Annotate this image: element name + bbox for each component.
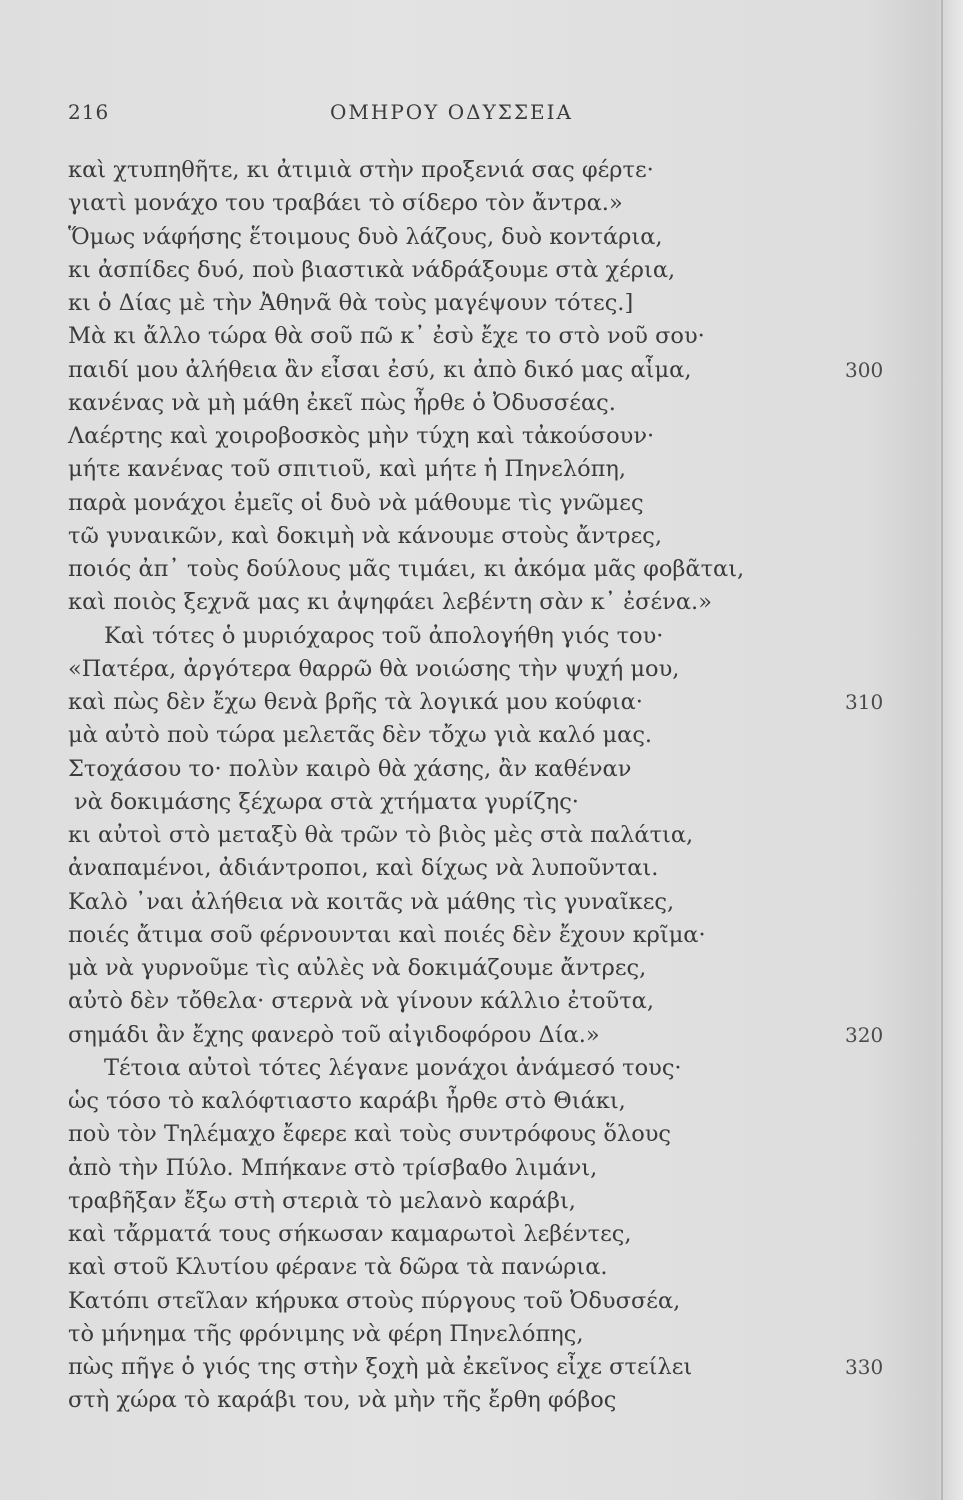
verse-text: Καὶ τότες ὁ μυριόχαρος τοῦ ἀπολογήθη γιός του· — [104, 622, 664, 649]
verse-line — [0, 154, 963, 187]
verse-line — [0, 287, 963, 320]
verse-line — [0, 420, 963, 453]
verse-line — [0, 686, 963, 719]
verse-line — [0, 852, 963, 885]
verse-line — [0, 1019, 963, 1052]
verse-line — [0, 952, 963, 985]
verse-text: καὶ χτυπηθῆτε, κι ἀτιμιὰ στὴν προξενιά σας φέρτε· — [68, 157, 654, 183]
verse-line — [0, 553, 963, 586]
verse-text: Καλὸ ᾽ναι ἀλήθεια νὰ κοιτᾶς νὰ μάθης τὶς γυναῖκες, — [68, 888, 675, 915]
verse-line — [0, 354, 963, 387]
verse-line — [0, 919, 963, 952]
verse-line — [0, 520, 963, 553]
verse-text: μήτε κανένας τοῦ σπιτιοῦ, καὶ μήτε ἡ Πηνελόπη, — [68, 456, 627, 483]
verse-line — [0, 1251, 963, 1284]
verse-text: Τέτοια αὐτοὶ τότες λέγανε μονάχοι ἀνάμεσό τους· — [104, 1054, 682, 1081]
verse-text: ἀπὸ τὴν Πύλο. Μπήκανε στὸ τρίσβαθο λιμάνι, — [68, 1154, 598, 1181]
verse-text: Κατόπι στεῖλαν κήρυκα στοὺς πύργους τοῦ Ὀδυσσέα, — [68, 1287, 681, 1314]
verse-text: Μὰ κι ἄλλο τώρα θὰ σοῦ πῶ κ᾽ ἐσὺ ἔχε το στὸ νοῦ σου· — [68, 323, 705, 350]
verse-text: καὶ πὼς δὲν ἔχω θενὰ βρῆς τὰ λογικά μου κούφια· — [68, 689, 643, 715]
verse-line — [0, 1384, 963, 1417]
verse-line — [0, 487, 963, 520]
verse-text: Στοχάσου το· πολὺν καιρὸ θὰ χάσης, ἂν καθέναν — [68, 755, 632, 782]
verse-text: ποιές ἄτιμα σοῦ φέρνουνται καὶ ποιές δὲν ἔχουν κρῖμα· — [68, 921, 706, 948]
verse-line — [0, 187, 963, 220]
verse-line — [0, 1351, 963, 1384]
verse-text: τῶ γυναικῶν, καὶ δοκιμὴ νὰ κάνουμε στοὺς ἄντρες, — [68, 522, 662, 549]
verse-line — [0, 620, 963, 653]
verse-text: κανένας νὰ μὴ μάθη ἐκεῖ πὼς ἦρθε ὁ Ὀδυσσέας. — [68, 389, 616, 416]
verse-line — [0, 1052, 963, 1085]
line-number: 300 — [845, 357, 884, 382]
verse-line — [0, 1285, 963, 1318]
verse-text: ποιός ἀπ᾽ τοὺς δούλους μᾶς τιμάει, κι ἀκόμα μᾶς φοβᾶται, — [68, 556, 745, 582]
verse-text: κι ἀσπίδες δυό, ποὺ βιαστικὰ νάδράξουμε στὰ χέρια, — [68, 256, 676, 283]
verse-line — [0, 786, 963, 819]
verse-text: κι ὁ Δίας μὲ τὴν Ἀθηνᾶ θὰ τοὺς μαγέψουν τότες.] — [68, 290, 634, 316]
verse-line — [0, 1085, 963, 1118]
verse-text: καὶ ποιὸς ξεχνᾶ μας κι ἀψηφάει λεβέντη σὰν κ᾽ ἐσένα.» — [68, 589, 712, 616]
verse-text: ἀναπαμένοι, ἀδιάντροποι, καὶ δίχως νὰ λυποῦνται. — [68, 855, 659, 882]
line-number: 310 — [845, 690, 884, 714]
verse-line — [0, 586, 963, 619]
verse-text: στὴ χώρα τὸ καράβι του, νὰ μὴν τῆς ἔρθη φόβος — [68, 1387, 617, 1414]
line-number: 330 — [845, 1355, 884, 1379]
verse-block — [0, 154, 963, 1418]
verse-line — [0, 1318, 963, 1351]
verse-text: κι αὐτοὶ στὸ μεταξὺ θὰ τρῶν τὸ βιὸς μὲς στὰ παλάτια, — [68, 822, 694, 848]
running-title: ΟΜΗΡΟΥ ΟΔΥΣΣΕΙΑ — [330, 100, 573, 124]
verse-line — [0, 886, 963, 919]
verse-line — [0, 221, 963, 254]
verse-text: τὸ μήνημα τῆς φρόνιμης νὰ φέρη Πηνελόπης, — [68, 1320, 584, 1347]
verse-line — [0, 1118, 963, 1151]
verse-line — [0, 320, 963, 353]
verse-text: πὼς πῆγε ὁ γιός της στὴν ξοχὴ μὰ ἐκεῖνος εἶχε στείλει — [68, 1354, 693, 1380]
verse-text: μὰ αὐτὸ ποὺ τώρα μελετᾶς δὲν τὄχω γιὰ καλό μας. — [68, 722, 653, 749]
verse-line — [0, 653, 963, 686]
verse-text: σημάδι ἂν ἔχης φανερὸ τοῦ αἰγιδοφόρου Δία.» — [68, 1021, 600, 1048]
verse-text: καὶ τἄρματά τους σήκωσαν καμαρωτοὶ λεβέντες, — [68, 1221, 632, 1247]
verse-text: μὰ νὰ γυρνοῦμε τὶς αὐλὲς νὰ δοκιμάζουμε ἄντρες, — [68, 955, 647, 981]
verse-line — [0, 1152, 963, 1185]
verse-text: Λαέρτης καὶ χοιροβοσκὸς μὴν τύχη καὶ τἀκούσουν· — [68, 423, 655, 449]
verse-line — [0, 387, 963, 420]
verse-line — [0, 985, 963, 1018]
verse-text: καὶ στοῦ Κλυτίου φέρανε τὰ δῶρα τὰ πανώρια. — [68, 1254, 608, 1281]
line-number: 320 — [845, 1022, 884, 1047]
verse-line — [0, 1185, 963, 1218]
verse-line — [0, 453, 963, 486]
page-number: 216 — [68, 100, 110, 124]
verse-text: παιδί μου ἀλήθεια ἂν εἶσαι ἐσύ, κι ἀπὸ δικό μας αἷμα, — [68, 356, 692, 383]
verse-text: τραβῆξαν ἔξω στὴ στεριὰ τὸ μελανὸ καράβι, — [68, 1187, 576, 1214]
verse-text: αὐτὸ δὲν τὄθελα· στερνὰ νὰ γίνουν κάλλιο ἐτοῦτα, — [68, 988, 654, 1015]
verse-text: νὰ δοκιμάσης ξέχωρα στὰ χτήματα γυρίζης· — [74, 788, 579, 815]
verse-line — [0, 1218, 963, 1251]
verse-text: παρὰ μονάχοι ἐμεῖς οἱ δυὸ νὰ μάθουμε τὶς γνῶμες — [68, 489, 644, 516]
verse-text: Ὅμως νάφήσης ἕτοιμους δυὸ λάζους, δυὸ κοντάρια, — [68, 223, 663, 250]
verse-line — [0, 753, 963, 786]
verse-text: «Πατέρα, ἀργότερα θαρρῶ θὰ νοιώσης τὴν ψυχή μου, — [68, 655, 680, 682]
verse-text: ποὺ τὸν Τηλέμαχο ἔφερε καὶ τοὺς συντρόφους ὅλους — [68, 1121, 672, 1148]
verse-text: ὡς τόσο τὸ καλόφτιαστο καράβι ἦρθε στὸ Θιάκι, — [68, 1088, 626, 1114]
verse-line — [0, 254, 963, 287]
verse-line — [0, 719, 963, 752]
verse-text: γιατὶ μονάχο του τραβάει τὸ σίδερο τὸν ἄντρα.» — [68, 190, 623, 217]
verse-line — [0, 819, 963, 852]
